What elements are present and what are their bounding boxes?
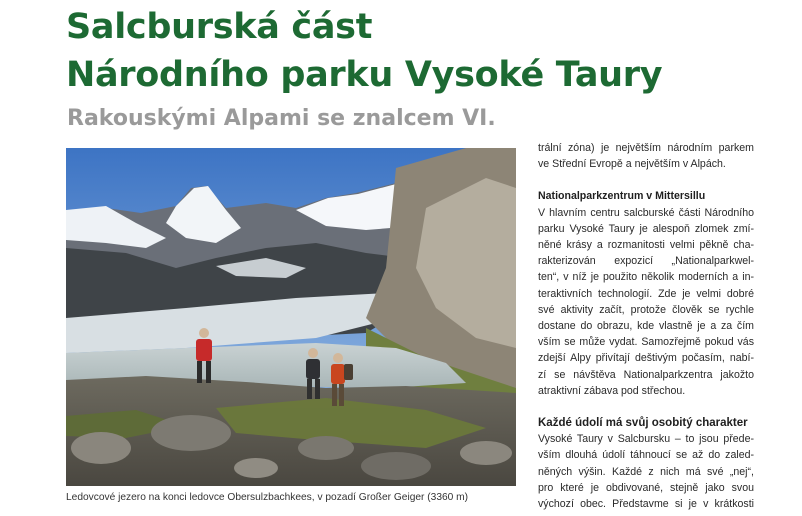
text-line: trální zóna) je největším národním parkem (538, 142, 754, 154)
page-subtitle: Rakouskými Alpami se znalcem VI. (67, 106, 496, 131)
text-line: Vysoké Taury v Salcbursku – to jsou přede- (538, 433, 754, 446)
text-line: atraktivní zábava pod střechou. (538, 384, 686, 397)
page-title-line-2: Národního parku Vysoké Taury (66, 55, 663, 95)
glacier-lake-photo (66, 148, 516, 486)
page-title-line-1: Salcburská část (66, 7, 373, 47)
text-line: parku Vysoké Taury je alespoň zlomek zmí- (538, 222, 754, 235)
text-line: své aktivity začít, protože člověk se rychle (538, 303, 754, 316)
text-line: rakterizován expozicí „Nationalparkwel- (538, 255, 754, 268)
text-line: zí se návštěva Nationalparkzentra jakožto (538, 368, 754, 381)
boulder (298, 436, 354, 460)
text-line: dostane do obrazu, kde vlastně je a za čím (538, 320, 754, 333)
boulder (460, 441, 512, 465)
section-heading-mittersill: Nationalparkzentrum v Mittersillu (538, 190, 706, 203)
boulder (361, 452, 431, 480)
text-line: vším se může vydat. Samozřejmě pokud vás (538, 336, 754, 349)
boulder (151, 415, 231, 451)
text-line: něné krásy a rozmanitosti velmi pěkně cha- (538, 239, 754, 252)
photo-caption: Ledovcové jezero na konci ledovce Obersulzbachkees, v pozadí Großer Geiger (3360 m) (66, 492, 469, 503)
text-line: výchozí obec. Představme si je v krátkosti (538, 498, 754, 511)
text-line: pro které je obdivované, stejně jako svou (538, 481, 754, 494)
text-line: vším dlouhá údolí táhnoucí se až do zaled- (538, 449, 754, 462)
text-line: ten“, v níž je použito několik moderních a in- (538, 271, 754, 284)
text-line: teraktivních technologií. Zde je velmi dobré (538, 287, 754, 300)
boulder (234, 458, 278, 478)
section-heading-valleys: Každé údolí má svůj osobitý charakter (538, 417, 748, 430)
text-line: ve Střední Evropě a největším v Alpách. (538, 158, 726, 171)
text-line: něných výšin. Každé z nich má své „nej“, (538, 465, 754, 478)
boulder (71, 432, 131, 464)
text-line: zdejší Alpy přivítají deštivým počasím, nabí- (538, 352, 754, 365)
article-column (538, 140, 754, 512)
text-line: V hlavním centru salcburské části Národního (538, 206, 754, 219)
